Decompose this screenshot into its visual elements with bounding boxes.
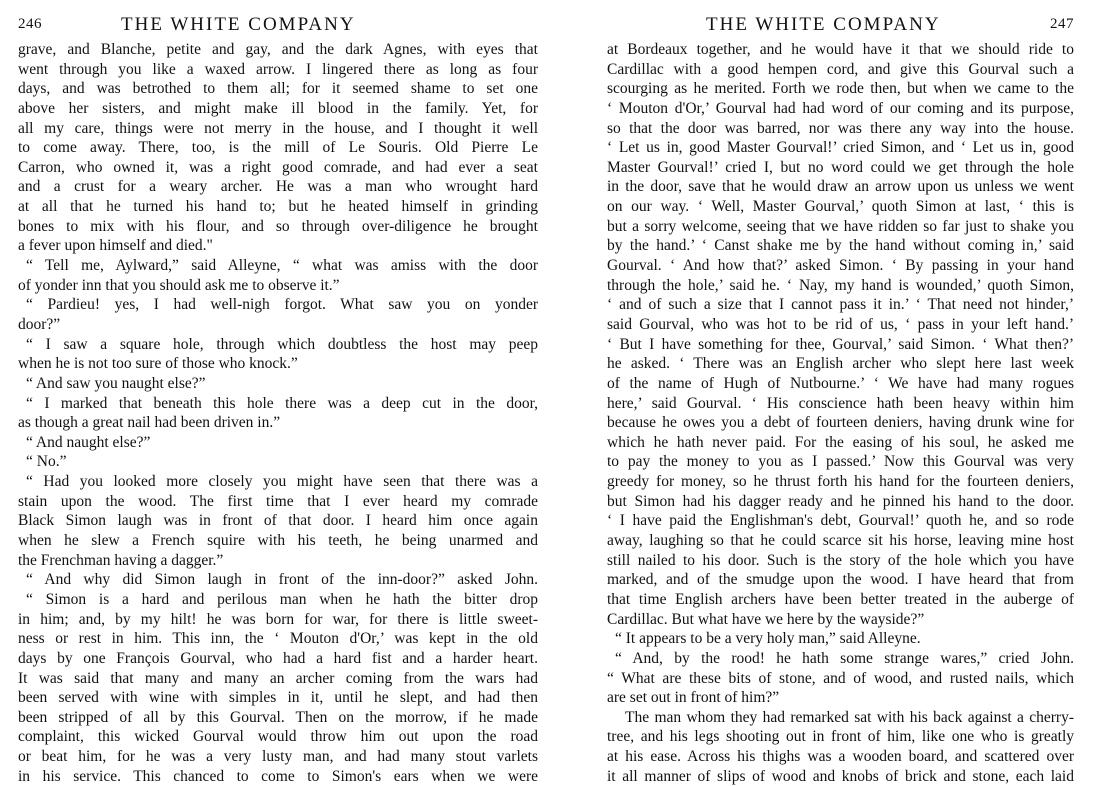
text-line: The man whom they had remarked sat with his back against a cherry-: [625, 708, 1074, 726]
text-line: when he slew a French squire with his teeth, he being unarmed and: [18, 532, 538, 550]
text-line: “ Tell me, Aylward,” said Alleyne, “ what was amiss with the door: [26, 257, 538, 275]
text-line: ‘ I have paid the Englishman's debt, Gourval!’ quoth he, and so rode: [607, 512, 1074, 530]
text-line: “ And why did Simon laugh in front of the inn-door?” asked John.: [26, 571, 538, 589]
running-head: THE WHITE COMPANY: [121, 14, 356, 35]
text-line: Master Gourval!’ cried I, but no word could we get through the hole: [607, 158, 1074, 176]
text-line: at Bordeaux together, and he would have it that we should ride to: [607, 41, 1074, 58]
left-page-body-text: [18, 40, 538, 786]
text-line: when he is not too sure of those who knock.”: [18, 355, 298, 373]
text-line: a fever upon himself and died.": [18, 237, 213, 255]
text-line: are set out in front of him?”: [607, 689, 780, 707]
text-line: but a sorry welcome, seeing that we have ridden so far just to shake you: [607, 217, 1074, 235]
text-line: It was said that many and many an archer coming from the wars had: [18, 669, 538, 687]
text-line: of the name of Hugh of Nutbourne.’ ‘ We have had many rogues: [607, 374, 1074, 392]
text-line: “ It appears to be a very holy man,” said Alleyne.: [615, 630, 921, 648]
text-line: in his service. This chanced to come to Simon's ears when we were: [18, 767, 538, 785]
text-line: Carron, who owned it, was a right good comrade, and had ever a seat: [18, 158, 538, 176]
text-line: scourging as he merited. Forth we rode then, but when we came to the: [607, 80, 1074, 98]
text-line: at his ease. Across his thighs was a wooden board, and scattered over: [607, 748, 1074, 766]
text-line: because he owes you a debt of fourteen deniers, having drunk wine for: [607, 414, 1074, 432]
text-line: that time English archers have been better treated in the auberge of: [607, 590, 1074, 608]
page-number: 247: [1050, 16, 1074, 32]
text-line: on our way. ‘ Well, Master Gourval,’ quoth Simon at last, ‘ this is: [607, 198, 1074, 216]
left-page-header: [18, 14, 538, 36]
text-line: of yonder inn that you should ask me to observe it.”: [18, 276, 340, 294]
text-line: complaint, this wicked Gourval would throw him out upon the road: [18, 728, 538, 746]
text-line: it all manner of slips of wood and knobs of brick and stone, each laid: [607, 767, 1074, 785]
text-line: been stripped of all by this Gourval. Then on the morrow, if he made: [18, 708, 538, 726]
text-line: here,’ said Gourval. ‘ His conscience hath been heavy within him: [607, 394, 1074, 412]
running-head: THE WHITE COMPANY: [706, 14, 941, 35]
text-line: all my care, things were not merry in the house, and I thought it well: [18, 119, 538, 137]
page-number: 246: [18, 16, 42, 32]
text-line: been served with wine with simples in it, until he slept, and had then: [18, 689, 538, 707]
text-line: in him; and, by my hilt! he was born for war, for there is little sweet-: [18, 610, 538, 628]
text-line: ‘ Let us in, good Master Gourval!’ cried Simon, and ‘ Let us in, good: [607, 139, 1074, 157]
text-line: “ Had you looked more closely you might have seen that there was a: [26, 473, 538, 491]
text-line: Cardillac with a good hempen cord, and give this Gourval such a: [607, 60, 1074, 78]
text-line: “ And, by the rood! he hath some strange wares,” cried John.: [615, 649, 1074, 667]
text-line: so that the door was barred, nor was there any way into the house.: [607, 119, 1074, 137]
text-line: by the hand.’ ‘ Canst shake me by the hand without coming in,’ said: [607, 237, 1074, 255]
text-line: still nailed to his door. Such is the story of the hole which you have: [607, 551, 1074, 569]
text-line: in the door, save that he would draw an arrow upon us unless we went: [607, 178, 1074, 196]
text-line: door?”: [18, 315, 61, 333]
text-line: he asked. ‘ There was an English archer who slept here last week: [607, 355, 1074, 373]
text-line: away, laughing so that he could scarce sit his horse, leaving mine host: [607, 532, 1074, 550]
text-line: as though a great nail had been driven in.”: [18, 414, 281, 432]
text-line: tree, and his legs shooting out in front of him, like one who is greatly: [607, 728, 1074, 746]
right-page: [607, 0, 1074, 785]
text-line: “ I saw a square hole, through which doubtless the host may peep: [26, 335, 538, 353]
text-line: Gourval. ‘ And how that?’ asked Simon. ‘ By passing in your hand: [607, 257, 1074, 275]
text-line: went through you like a waxed arrow. I lingered there as long as four: [18, 60, 538, 78]
right-page-body-text: [607, 40, 1074, 786]
text-line: “ Simon is a hard and perilous man when he hath the bitter drop: [26, 590, 538, 608]
text-line: grave, and Blanche, petite and gay, and the dark Agnes, with eyes that: [18, 41, 538, 58]
text-line: “ No.”: [26, 453, 67, 471]
text-line: Black Simon laugh was in front of that door. I heard him once again: [18, 512, 538, 530]
right-page-header: [607, 14, 1074, 36]
text-line: “ I marked that beneath this hole there was a deep cut in the door,: [26, 394, 538, 412]
text-line: the Frenchman having a dagger.”: [18, 551, 224, 569]
text-line: “ And saw you naught else?”: [26, 374, 206, 392]
text-line: Cardillac. But what have we here by the wayside?”: [607, 610, 925, 628]
text-line: to come away. There, too, is the mill of Le Souris. Old Pierre Le: [18, 139, 538, 157]
text-line: ‘ Mouton d'Or,’ Gourval had had word of our coming and its purpose,: [607, 99, 1074, 117]
text-line: stain upon the wood. The first time that I ever heard my comrade: [18, 492, 538, 510]
text-line: or beat him, for he was a very lusty man, and had many stout varlets: [18, 748, 538, 766]
text-line: marked, and of the smudge upon the wood. I have heard that from: [607, 571, 1074, 589]
text-line: bones to mix with his flour, and so through over-diligence he brought: [18, 217, 538, 235]
text-line: greedy for money, so he thrust forth his hand for the fourteen deniers,: [607, 473, 1074, 491]
text-line: to pay the money to you as I passed.’ Now this Gourval was very: [607, 453, 1074, 471]
text-line: “ And naught else?”: [26, 433, 151, 451]
text-line: ‘ and of such a size that I cannot pass it in.’ ‘ That need not hinder,’: [607, 296, 1074, 314]
text-line: which he hath never paid. For the easing of his soul, he asked me: [607, 433, 1074, 451]
text-line: above her sisters, and might make ill blood in the family. Yet, for: [18, 99, 538, 117]
text-line: ness or rest in him. This inn, the ‘ Mouton d'Or,’ was kept in the old: [18, 630, 538, 648]
text-line: ‘ But I have something for thee, Gourval,’ said Simon. ‘ What then?’: [607, 335, 1074, 353]
text-line: through the hole,’ said he. ‘ Nay, my hand is wounded,’ quoth Simon,: [607, 276, 1074, 294]
text-line: days, and was betrothed to them all; for it seemed shame to set one: [18, 80, 538, 98]
text-line: “ Pardieu! yes, I had well-nigh forgot. What saw you on yonder: [26, 296, 538, 314]
text-line: “ What are these bits of stone, and of wood, and rusted nails, which: [607, 669, 1074, 687]
text-line: said Gourval, who was hot to be rid of us, ‘ pass in your left hand.’: [607, 315, 1074, 333]
text-line: and a crust for a weary archer. He was a man who wrought hard: [18, 178, 538, 196]
text-line: but Simon had his dagger ready and he pinned his hand to the door.: [607, 492, 1074, 510]
text-line: at all that he turned his hand to; but he heated himself in grinding: [18, 198, 538, 216]
text-line: days by one François Gourval, who had a hard fist and a harder heart.: [18, 649, 538, 667]
left-page: [18, 0, 538, 785]
